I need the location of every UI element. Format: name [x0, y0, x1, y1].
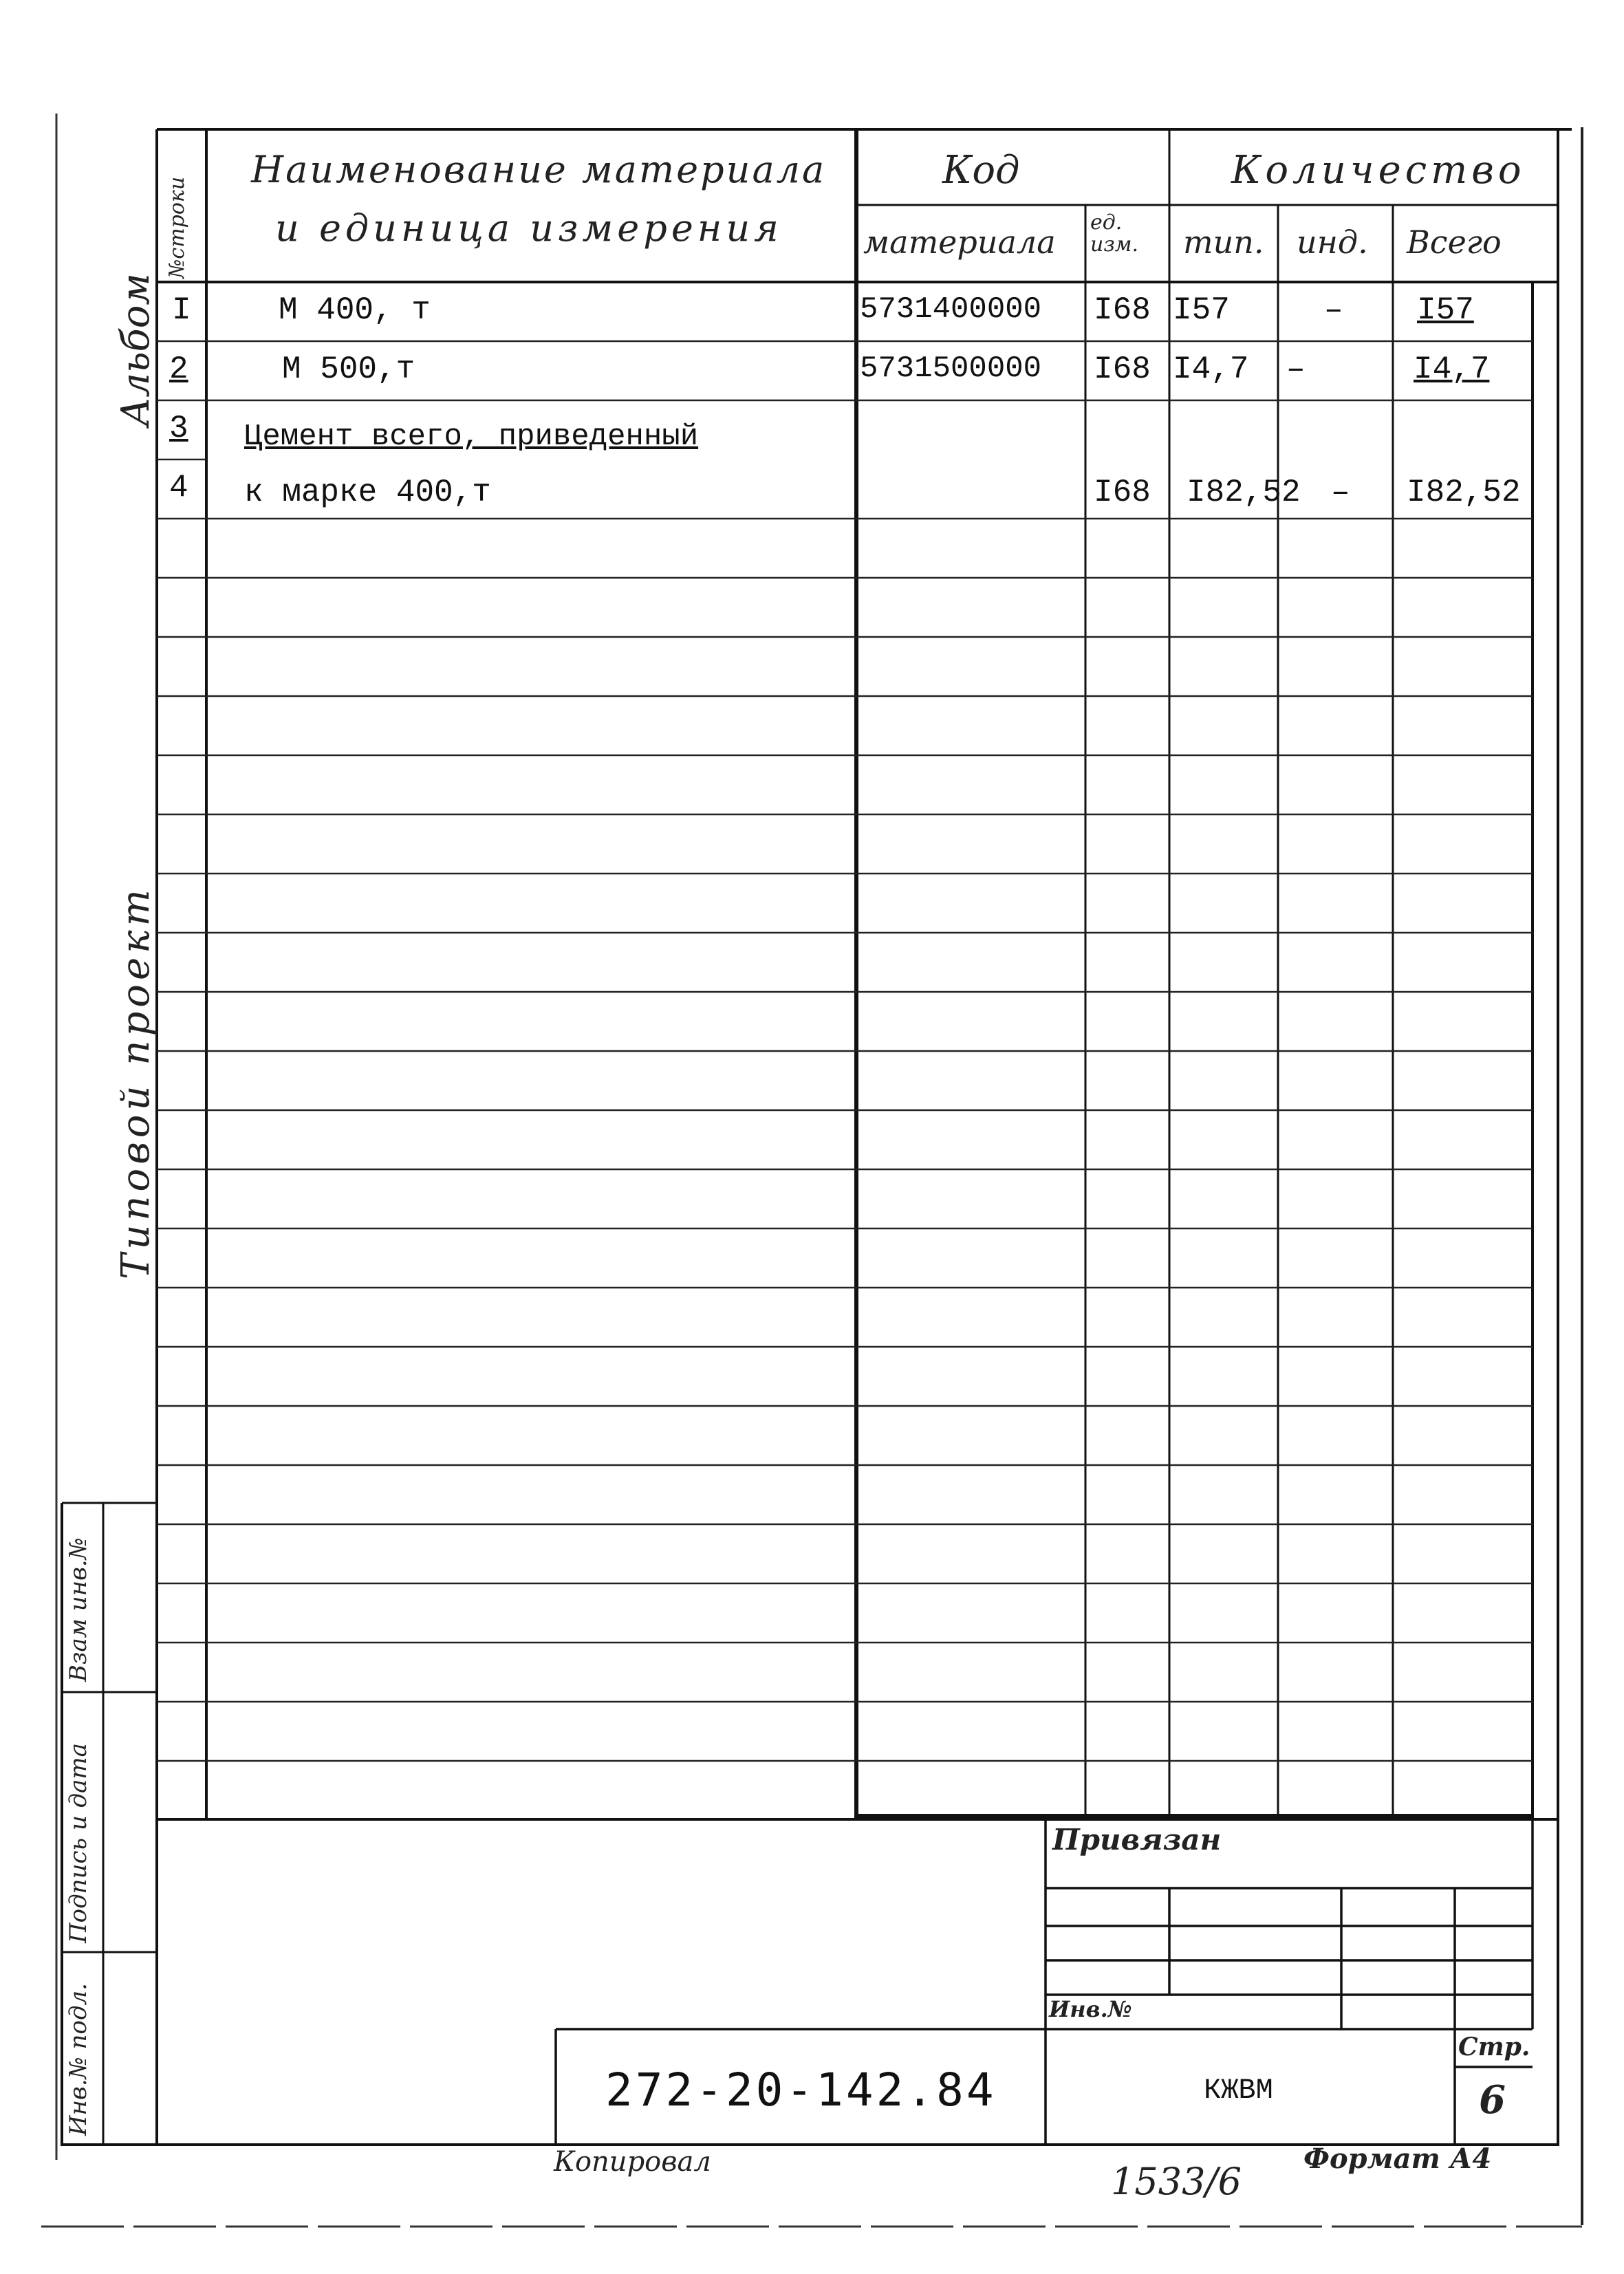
row-1-ind: –: [1324, 292, 1343, 328]
row-2-no: 2: [169, 351, 188, 387]
header-row-no: №строки: [165, 176, 189, 279]
row-4-no: 4: [169, 470, 188, 506]
row-4-total: I82,52: [1407, 475, 1521, 510]
stamp-linked-label: Привязан: [1052, 1823, 1222, 1856]
row-2-name: М 500,т: [282, 351, 415, 387]
stamp-label-replaced-inv: Взам инв.№: [65, 1537, 92, 1682]
footer-format: Формат А4: [1303, 2143, 1492, 2175]
header-name-line2: и единица измерения: [275, 206, 783, 250]
stamp-page-number: 6: [1479, 2077, 1506, 2123]
header-qty-ind: инд.: [1297, 224, 1368, 261]
header-code: Код: [942, 148, 1020, 193]
row-1-unit: I68: [1094, 292, 1151, 328]
stamp-page-label: Стр.: [1458, 2033, 1530, 2061]
row-1-total: I57: [1417, 292, 1474, 328]
row-2-ind: –: [1286, 351, 1306, 387]
row-4-unit: I68: [1094, 475, 1151, 510]
row-4-type: I82,52: [1187, 475, 1301, 510]
row-1-type: I57: [1173, 292, 1230, 328]
header-unit: ед. изм.: [1090, 210, 1139, 257]
row-2-type: I4,7: [1173, 351, 1249, 387]
stamp-inv-no-label: Инв.№: [1049, 1996, 1132, 2022]
album-label: Альбом: [113, 273, 158, 426]
footer-copied: Копировал: [554, 2146, 711, 2178]
row-3-name: Цемент всего, приведенный: [244, 420, 699, 454]
stamp-label-signature-date: Подпись и дата: [65, 1743, 92, 1943]
header-qty-type: тип.: [1183, 224, 1264, 261]
project-label: Типовой проект: [113, 885, 158, 1279]
row-2-unit: I68: [1094, 351, 1151, 387]
footer-sheet-ref: 1533/6: [1111, 2160, 1242, 2203]
header-quantity: Количество: [1231, 148, 1526, 193]
header-code-material: материала: [863, 224, 1056, 261]
row-1-no: I: [172, 292, 191, 328]
row-4-name: к марке 400,т: [244, 475, 491, 510]
stamp-label-original-inv: Инв.№ подл.: [65, 1983, 92, 2136]
row-3-no: 3: [169, 411, 188, 446]
stamp-doc-code: КЖВМ: [1204, 2074, 1273, 2107]
row-2-total: I4,7: [1414, 351, 1490, 387]
row-1-code: 5731400000: [860, 292, 1042, 327]
row-1-name: М 400, т: [279, 292, 431, 328]
header-name-line1: Наименование материала: [251, 148, 827, 191]
row-2-code: 5731500000: [860, 351, 1042, 386]
header-qty-total: Всего: [1407, 224, 1502, 261]
stamp-doc-number: 272-20-142.84: [605, 2064, 997, 2116]
row-4-ind: –: [1331, 475, 1350, 510]
